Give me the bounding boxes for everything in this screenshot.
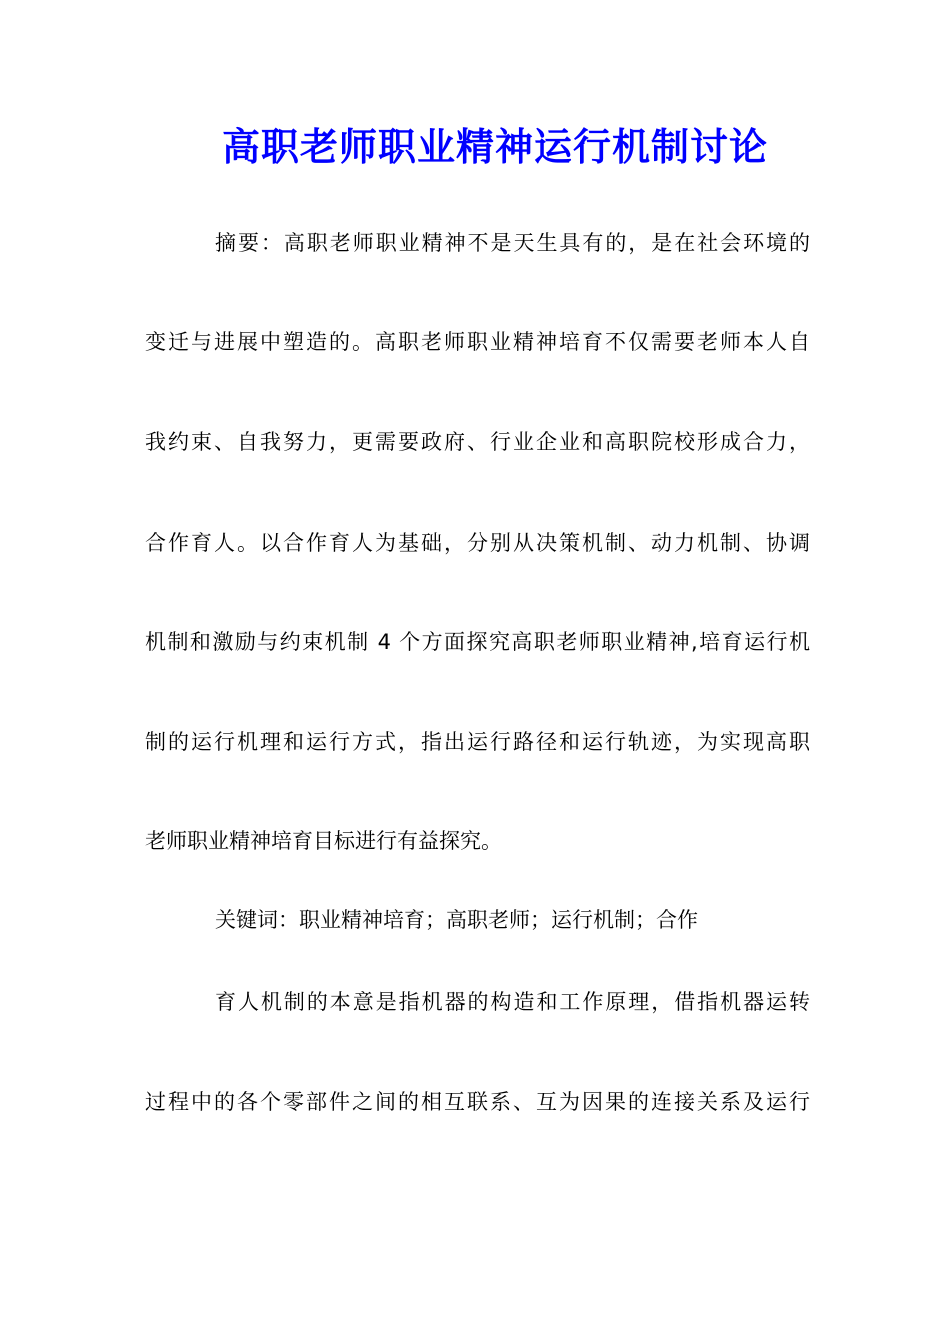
abstract-line: 合作育人。以合作育人为基础，分别从决策机制、动力机制、协调 [145,531,810,555]
abstract-line: 摘要：高职老师职业精神不是天生具有的，是在社会环境的 [215,231,810,255]
abstract-line: 机制和激励与约束机制 4 个方面探究高职老师职业精神,培育运行机 [145,630,810,654]
body-line: 过程中的各个零部件之间的相互联系、互为因果的连接关系及运行 [145,1090,810,1114]
document-title: 高职老师职业精神运行机制讨论 [221,124,768,169]
abstract-line: 老师职业精神培育目标进行有益探究。 [145,829,502,853]
keywords-line: 关键词：职业精神培育；高职老师；运行机制；合作 [215,908,698,932]
body-line: 育人机制的本意是指机器的构造和工作原理，借指机器运转 [215,990,810,1014]
abstract-line: 制的运行机理和运行方式，指出运行路径和运行轨迹，为实现高职 [145,730,810,754]
abstract-line: 变迁与进展中塑造的。高职老师职业精神培育不仅需要老师本人自 [145,330,810,354]
abstract-line: 我约束、自我努力，更需要政府、行业企业和高职院校形成合力， [145,430,810,454]
